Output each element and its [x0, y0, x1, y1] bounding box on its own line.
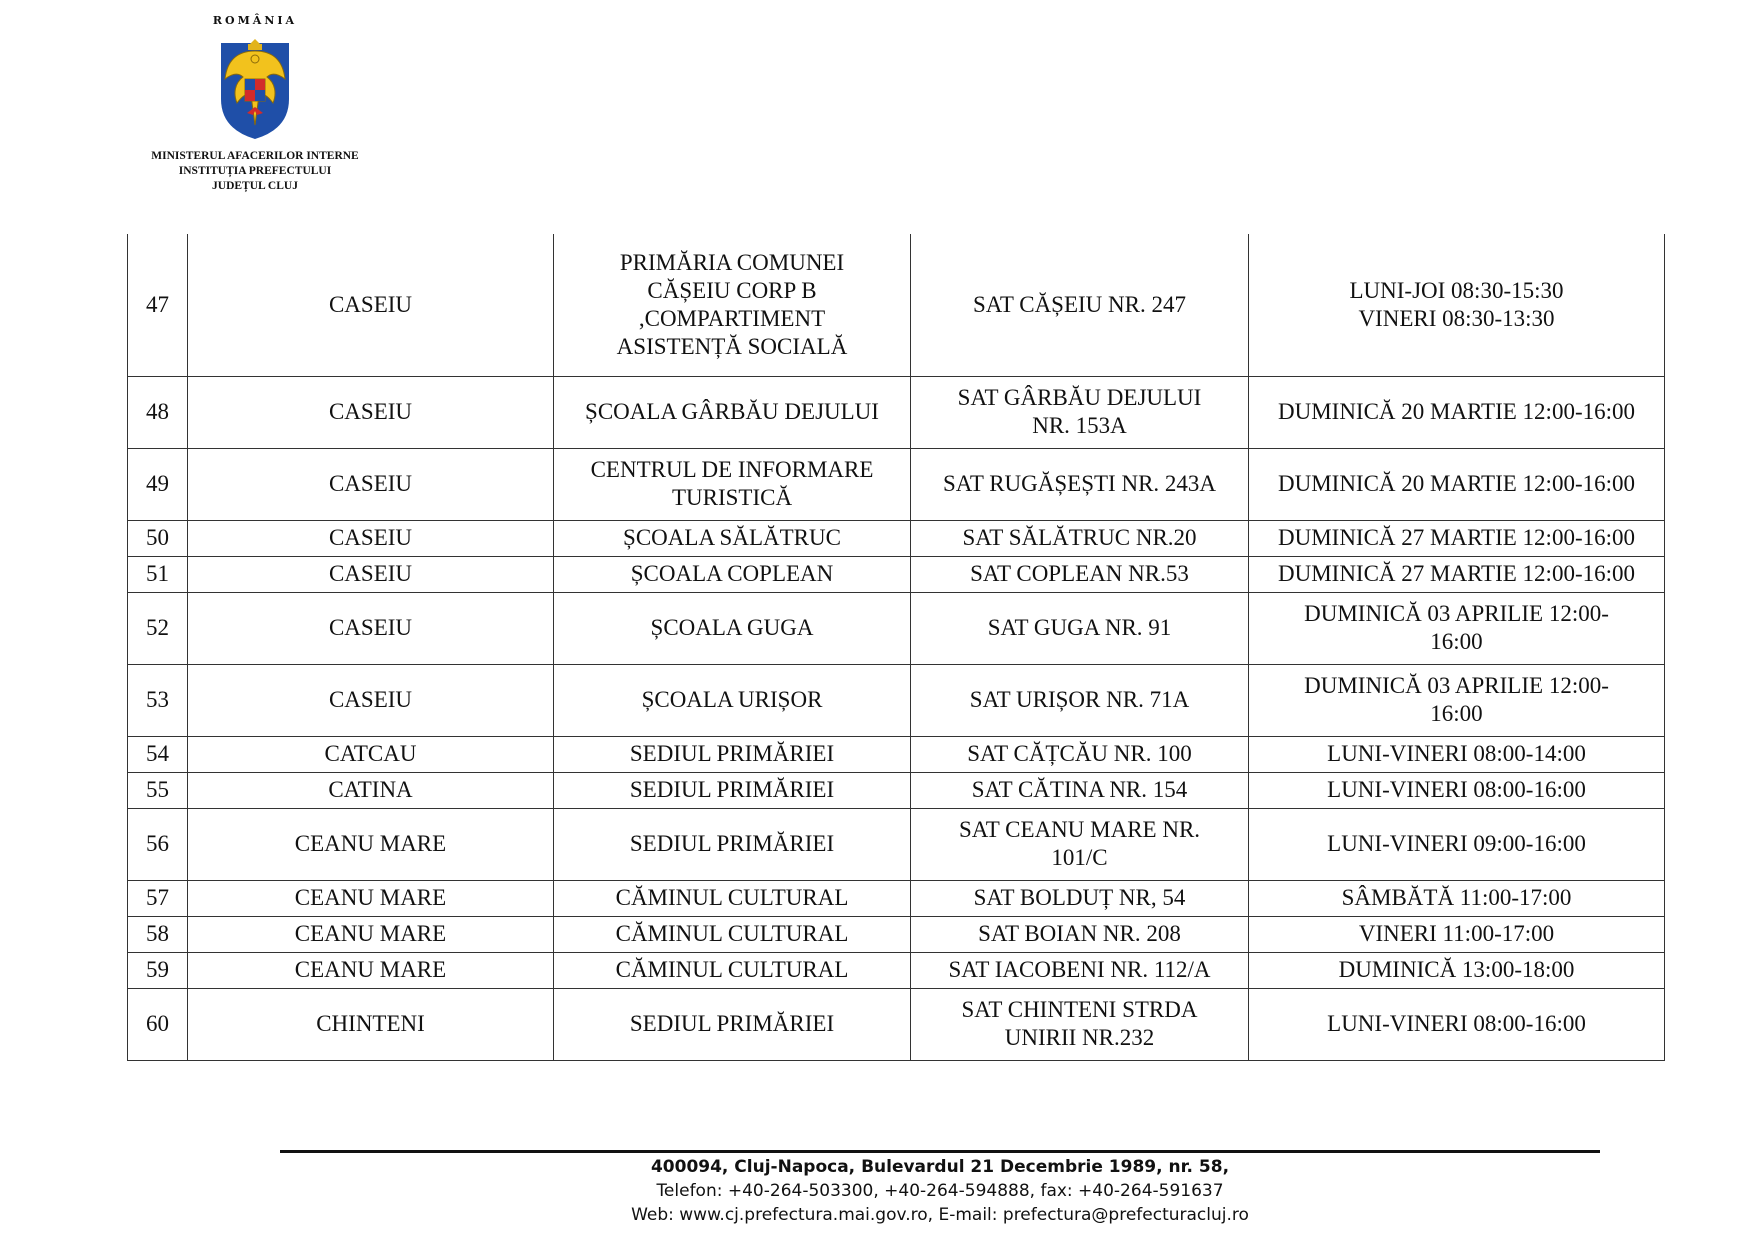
institution-name	[140, 149, 370, 194]
row-number-cell: 53	[128, 664, 188, 736]
commune-cell: CATCAU	[188, 736, 554, 772]
row-number-cell: 56	[128, 808, 188, 880]
address-cell: SAT GUGA NR. 91	[911, 592, 1249, 664]
location-cell: PRIMĂRIA COMUNEI CĂȘEIU CORP B ,COMPARTIMENT ASISTENȚĂ SOCIALĂ	[554, 234, 911, 376]
row-number-cell: 55	[128, 772, 188, 808]
row-number-cell: 57	[128, 880, 188, 916]
footer-phones: Telefon: +40-264-503300, +40-264-594888, fax: +40-264-591637	[656, 1181, 1224, 1201]
row-number-cell: 51	[128, 556, 188, 592]
row-number-cell: 59	[128, 952, 188, 988]
address-cell: SAT CĂȚCĂU NR. 100	[911, 736, 1249, 772]
footer-address: 400094, Cluj-Napoca, Bulevardul 21 Decembrie 1989, nr. 58,	[650, 1157, 1230, 1177]
location-cell: ȘCOALA COPLEAN	[554, 556, 911, 592]
commune-cell: CEANU MARE	[188, 880, 554, 916]
row-number-cell: 60	[128, 988, 188, 1060]
address-cell: SAT CHINTENI STRDA UNIRII NR.232	[911, 988, 1249, 1060]
schedule-cell: DUMINICĂ 27 MARTIE 12:00-16:00	[1249, 520, 1665, 556]
location-cell: SEDIUL PRIMĂRIEI	[554, 736, 911, 772]
commune-cell: CASEIU	[188, 448, 554, 520]
table-row	[128, 520, 1665, 556]
location-cell: ȘCOALA SĂLĂTRUC	[554, 520, 911, 556]
schedule-cell: DUMINICĂ 20 MARTIE 12:00-16:00	[1249, 448, 1665, 520]
location-cell: SEDIUL PRIMĂRIEI	[554, 808, 911, 880]
address-cell: SAT IACOBENI NR. 112/A	[911, 952, 1249, 988]
table-row	[128, 556, 1665, 592]
row-number-cell: 48	[128, 376, 188, 448]
location-cell: SEDIUL PRIMĂRIEI	[554, 772, 911, 808]
schedule-cell: DUMINICĂ 03 APRILIE 12:00- 16:00	[1249, 592, 1665, 664]
address-cell: SAT CĂȘEIU NR. 247	[911, 234, 1249, 376]
address-cell: SAT COPLEAN NR.53	[911, 556, 1249, 592]
table-row	[128, 736, 1665, 772]
location-cell: CĂMINUL CULTURAL	[554, 952, 911, 988]
location-cell: ȘCOALA GÂRBĂU DEJULUI	[554, 376, 911, 448]
address-cell: SAT CEANU MARE NR. 101/C	[911, 808, 1249, 880]
address-cell: SAT BOLDUȚ NR, 54	[911, 880, 1249, 916]
table-row	[128, 988, 1665, 1060]
address-cell: SAT CĂTINA NR. 154	[911, 772, 1249, 808]
schedule-cell: SÂMBĂTĂ 11:00-17:00	[1249, 880, 1665, 916]
table-row	[128, 234, 1665, 376]
schedule-cell: LUNI-VINERI 08:00-14:00	[1249, 736, 1665, 772]
table-row	[128, 772, 1665, 808]
row-number-cell: 47	[128, 234, 188, 376]
address-cell: SAT RUGĂȘEȘTI NR. 243A	[911, 448, 1249, 520]
schedule-cell: DUMINICĂ 13:00-18:00	[1249, 952, 1665, 988]
row-number-cell: 50	[128, 520, 188, 556]
table-row	[128, 808, 1665, 880]
location-cell: CĂMINUL CULTURAL	[554, 916, 911, 952]
table-row	[128, 376, 1665, 448]
table-row	[128, 916, 1665, 952]
institution-line: MINISTERUL AFACERILOR INTERNE	[151, 150, 359, 162]
commune-cell: CEANU MARE	[188, 916, 554, 952]
commune-cell: CASEIU	[188, 556, 554, 592]
footer	[280, 1150, 1600, 1227]
table-row	[128, 592, 1665, 664]
schedule-cell: VINERI 11:00-17:00	[1249, 916, 1665, 952]
schedule-cell: DUMINICĂ 03 APRILIE 12:00- 16:00	[1249, 664, 1665, 736]
commune-cell: CASEIU	[188, 520, 554, 556]
location-cell: SEDIUL PRIMĂRIEI	[554, 988, 911, 1060]
institution-line: INSTITUȚIA PREFECTULUI	[178, 165, 332, 177]
location-cell: ȘCOALA URIȘOR	[554, 664, 911, 736]
location-cell: CĂMINUL CULTURAL	[554, 880, 911, 916]
table-row	[128, 952, 1665, 988]
commune-cell: CASEIU	[188, 592, 554, 664]
institution-line: JUDEȚUL CLUJ	[212, 180, 298, 192]
schedule-cell: LUNI-JOI 08:30-15:30 VINERI 08:30-13:30	[1249, 234, 1665, 376]
schedule-cell: DUMINICĂ 20 MARTIE 12:00-16:00	[1249, 376, 1665, 448]
letterhead	[140, 14, 370, 194]
address-cell: SAT SĂLĂTRUC NR.20	[911, 520, 1249, 556]
row-number-cell: 54	[128, 736, 188, 772]
row-number-cell: 52	[128, 592, 188, 664]
location-cell: CENTRUL DE INFORMARE TURISTICĂ	[554, 448, 911, 520]
footer-web: Web: www.cj.prefectura.mai.gov.ro, E-mail: prefectura@prefecturacluj.ro	[631, 1205, 1249, 1225]
table-row	[128, 448, 1665, 520]
commune-cell: CHINTENI	[188, 988, 554, 1060]
country-name: ROMÂNIA	[212, 14, 298, 27]
location-cell: ȘCOALA GUGA	[554, 592, 911, 664]
schedule-cell: LUNI-VINERI 08:00-16:00	[1249, 772, 1665, 808]
schedule-cell: LUNI-VINERI 09:00-16:00	[1249, 808, 1665, 880]
row-number-cell: 58	[128, 916, 188, 952]
table-row	[128, 664, 1665, 736]
schedule-table	[127, 234, 1665, 1061]
commune-cell: CATINA	[188, 772, 554, 808]
row-number-cell: 49	[128, 448, 188, 520]
romanian-coat-of-arms-icon	[217, 33, 293, 141]
footer-divider	[280, 1150, 1600, 1153]
table-row	[128, 880, 1665, 916]
commune-cell: CEANU MARE	[188, 808, 554, 880]
commune-cell: CASEIU	[188, 376, 554, 448]
address-cell: SAT GÂRBĂU DEJULUI NR. 153A	[911, 376, 1249, 448]
commune-cell: CASEIU	[188, 234, 554, 376]
commune-cell: CEANU MARE	[188, 952, 554, 988]
address-cell: SAT BOIAN NR. 208	[911, 916, 1249, 952]
schedule-cell: LUNI-VINERI 08:00-16:00	[1249, 988, 1665, 1060]
commune-cell: CASEIU	[188, 664, 554, 736]
schedule-cell: DUMINICĂ 27 MARTIE 12:00-16:00	[1249, 556, 1665, 592]
address-cell: SAT URIȘOR NR. 71A	[911, 664, 1249, 736]
